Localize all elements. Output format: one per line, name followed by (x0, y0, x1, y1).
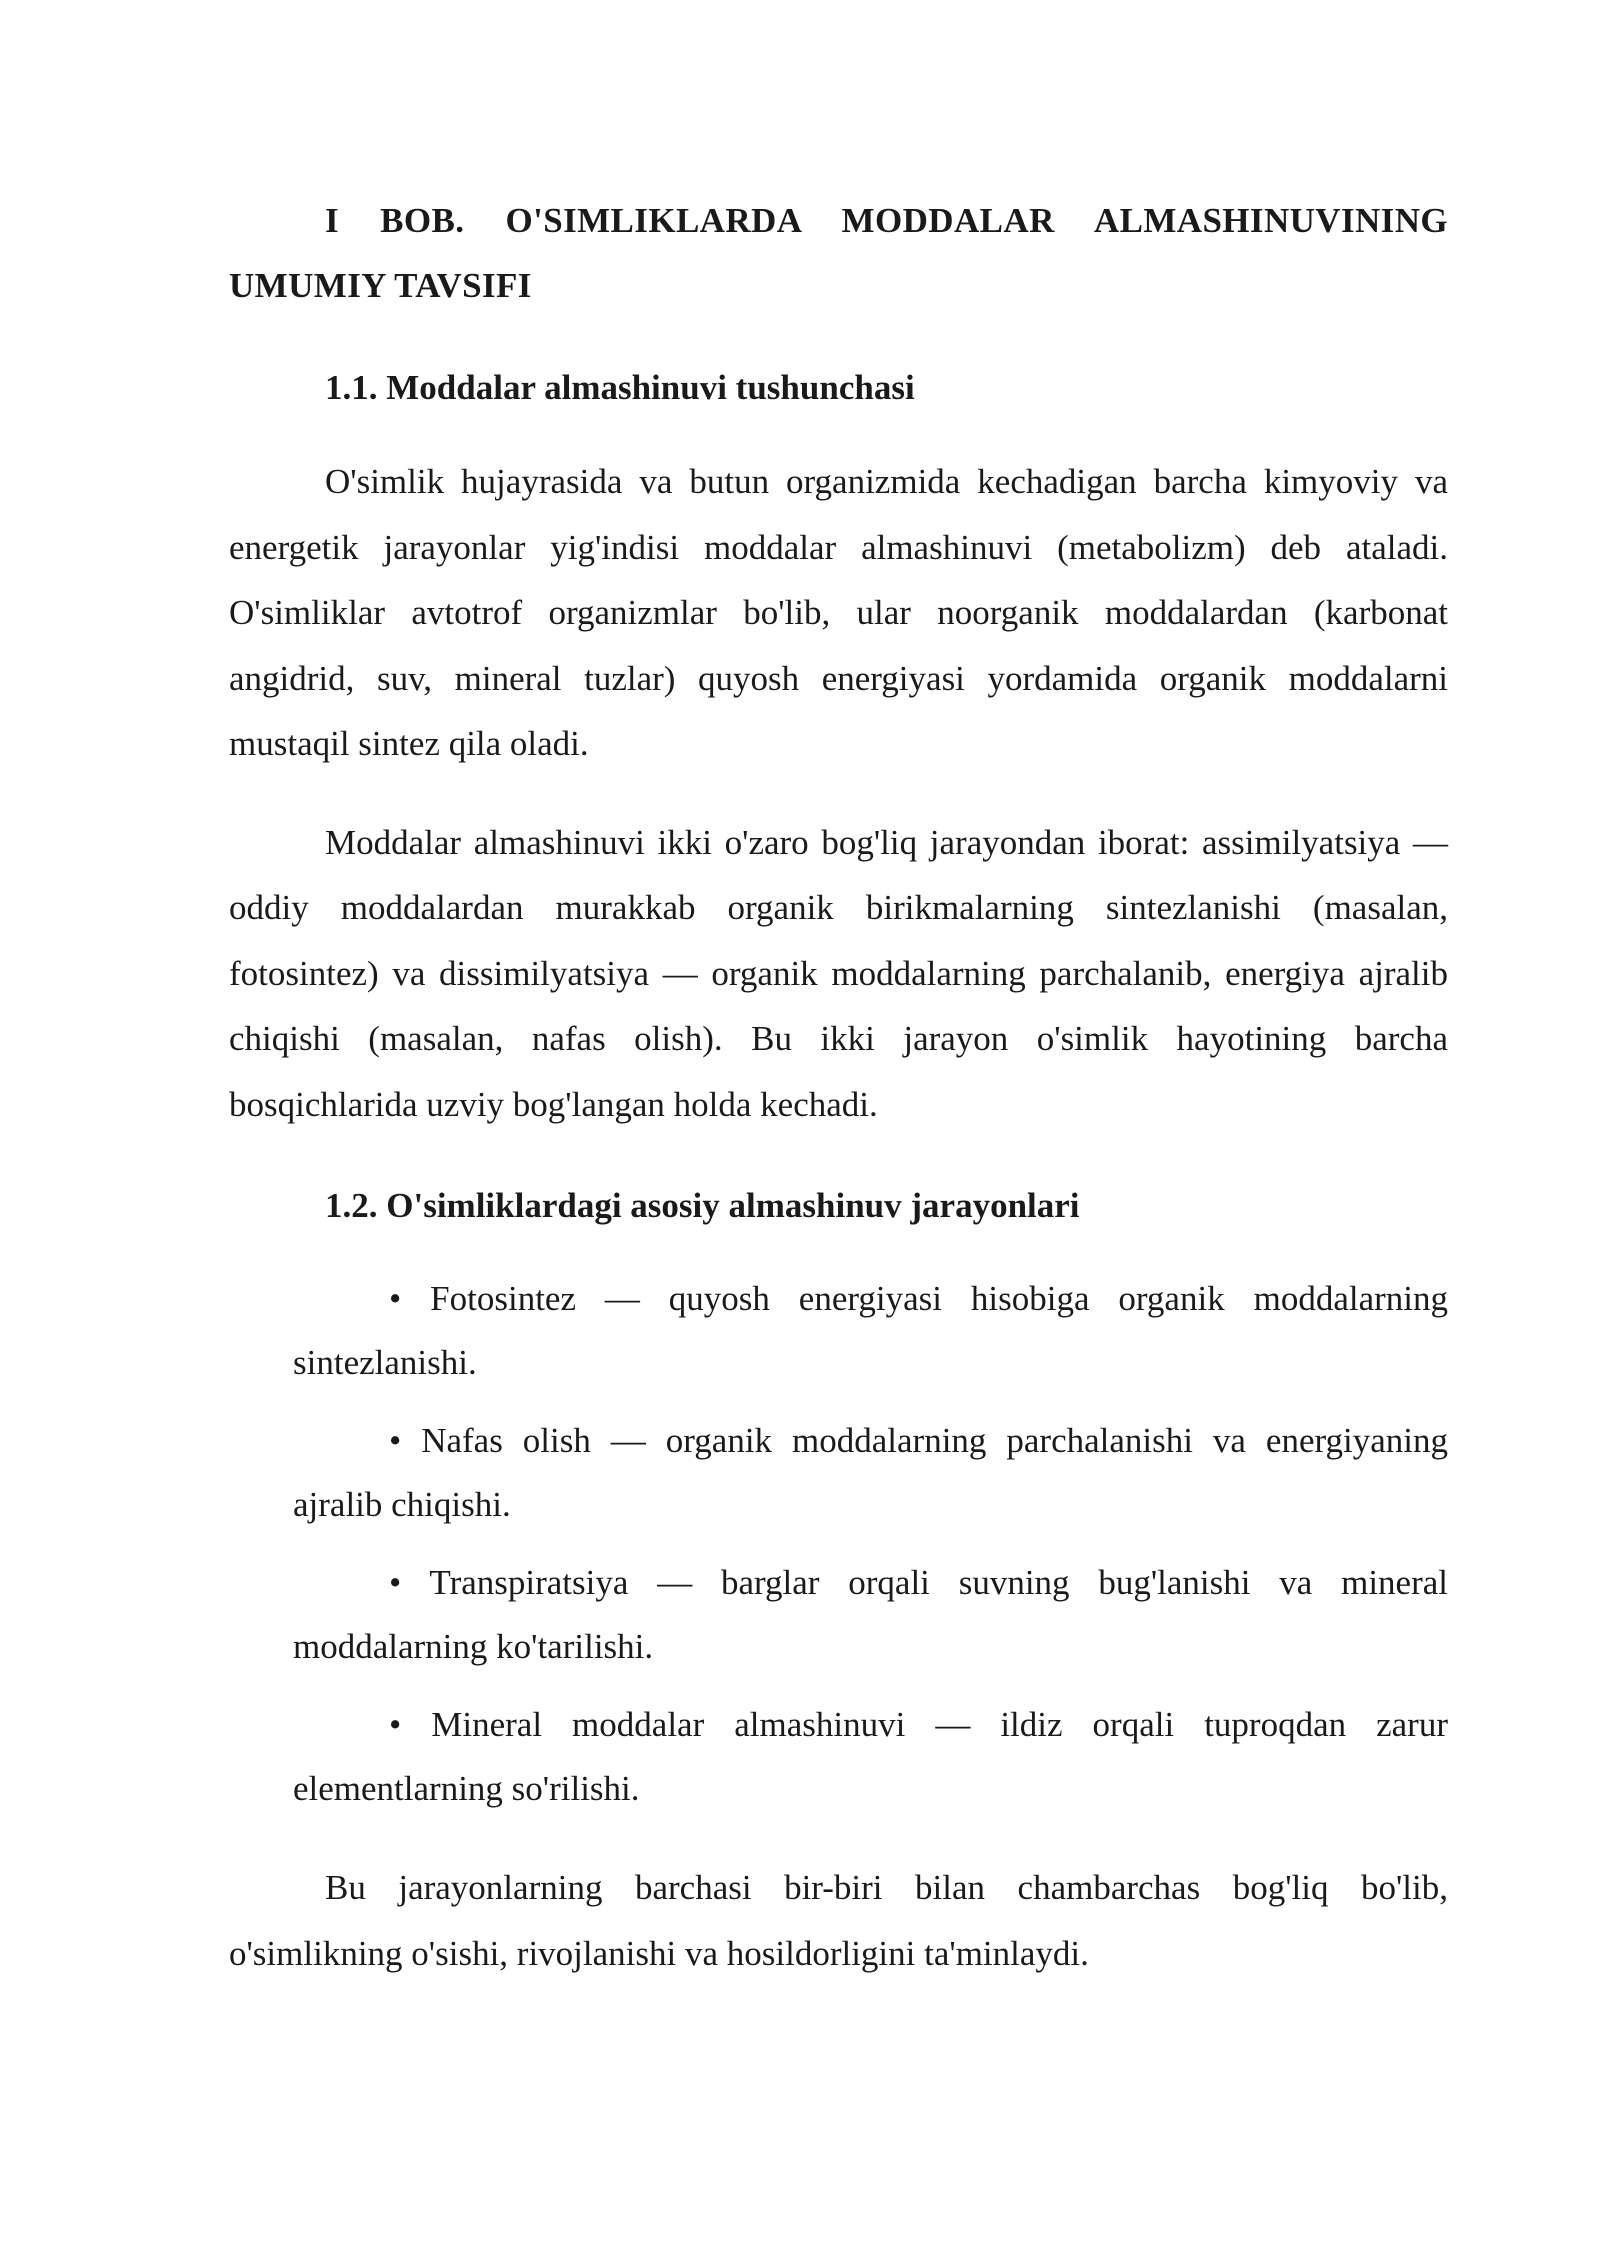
paragraph-2: Moddalar almashinuvi ikki o'zaro bog'liq jarayondan iborat: assimilyatsiya — oddiy moddalardan murakkab organik birikmalarning sintezlanishi (masalan, fotosintez) va dissimilyatsiya — organik moddalarning parchalanib, energiya ajralib chiqishi (masalan, nafas olish). Bu ikki jarayon o'simlik hayotining barcha bosqichlarida uzviy bog'langan holda kechadi. (229, 822, 1448, 1124)
list-item-fotosintez: • Fotosintez — quyosh energiyasi hisobiga organik moddalarning sintezlanishi. (293, 1279, 1448, 1382)
list-item-transpiratsiya: • Transpiratsiya — barglar orqali suvning bug'lanishi va mineral moddalarning ko'tarilishi. (293, 1563, 1448, 1666)
process-list (229, 1267, 1448, 1821)
list-item-mineral-almashinuv: • Mineral moddalar almashinuvi — ildiz orqali tuproqdan zarur elementlarning so'rilishi. (293, 1705, 1448, 1808)
closing-paragraph: Bu jarayonlarning barchasi bir-biri bilan chambarchas bog'liq bo'lib, o'simlikning o'sishi, rivojlanishi va hosildorligini ta'minlaydi. (229, 1868, 1448, 1973)
paragraph-1: O'simlik hujayrasida va butun organizmida kechadigan barcha kimyoviy va energetik jarayonlar yig'indisi moddalar almashinuvi (metabolizm) deb ataladi. O'simliklar avtotrof organizmlar bo'lib, ular noorganik moddalardan (karbonat angidrid, suv, mineral tuzlar) quyosh energiyasi yordamida organik moddalarni mustaqil sintez qila oladi. (229, 462, 1448, 763)
list-item-nafas-olish: • Nafas olish — organik moddalarning parchalanishi va energiyaning ajralib chiqishi. (293, 1421, 1448, 1524)
page-content (229, 188, 1448, 1986)
chapter-title: I BOB. O'SIMLIKLARDA MODDALAR ALMASHINUVINING UMUMIY TAVSIFI (229, 201, 1448, 305)
section-heading-1-1: 1.1. Moddalar almashinuvi tushunchasi (325, 368, 915, 407)
section-heading-1-2: 1.2. O'simliklardagi asosiy almashinuv jarayonlari (325, 1186, 1080, 1225)
